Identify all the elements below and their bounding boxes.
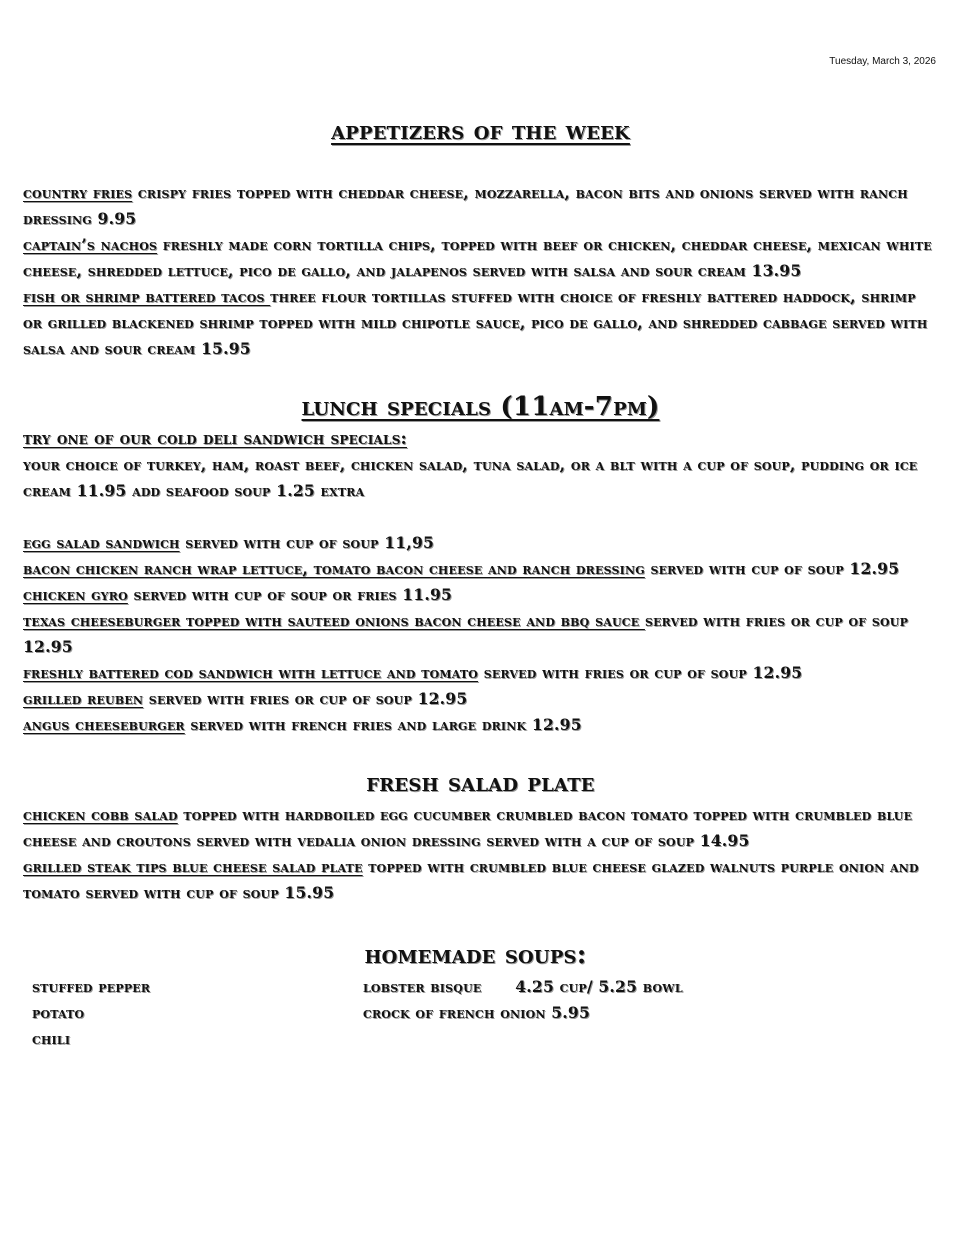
item-name: chicken cobb salad <box>23 805 178 824</box>
lunch-item <box>23 712 938 738</box>
salad-title: fresh salad plate <box>366 768 595 798</box>
menu-body <box>23 112 938 1052</box>
soup-item: potato <box>32 1003 85 1022</box>
item-desc: served with cup of soup 11,95 <box>179 533 435 552</box>
item-desc: topped with hardboiled egg cucumber crumbled bacon tomato topped with crumbled blue cheese and croutons served with vedalia onion dressing served with a cup of soup 14.95 <box>23 805 913 850</box>
item-desc: served with fries or cup of soup 12.95 <box>143 689 468 708</box>
item-desc: served with french fries and large drink 12.95 <box>184 715 582 734</box>
item-name: grilled steak tips blue cheese salad plate <box>23 857 363 876</box>
item-desc: freshly made corn tortilla chips, topped with beef or chicken, cheddar cheese, mexican white cheese, shredded lettuce, pico de gallo, and jalapenos served with salsa and sour cream 13.95 <box>23 235 932 280</box>
item-name: angus cheeseburger <box>23 715 185 734</box>
salad-item <box>23 802 938 854</box>
soups-column-1 <box>32 974 150 1052</box>
item-name: bacon chicken ranch wrap lettuce, tomato bacon cheese and ranch dressing <box>23 559 645 578</box>
deli-text: your choice of turkey, ham, roast beef, chicken salad, tuna salad, or a blt with a cup of soup, pudding or ice cream 11.95 add seafood soup 1.25 extra <box>23 455 918 500</box>
item-desc: served with cup of soup or fries 11.95 <box>127 585 453 604</box>
appetizer-item <box>23 232 938 284</box>
item-name: grilled reuben <box>23 689 144 708</box>
lunch-item <box>23 608 938 660</box>
soups-list <box>23 974 938 1052</box>
deli-heading: try one of our cold deli sandwich specials: <box>23 429 408 449</box>
item-desc: topped with crumbled blue cheese glazed walnuts purple onion and tomato served with cup of soup 15.95 <box>23 857 919 902</box>
item-name: country fries <box>23 183 133 202</box>
soup-item: chili <box>32 1029 71 1048</box>
menu-date: Tuesday, March 3, 2026 <box>829 56 936 67</box>
appetizer-item <box>23 180 938 232</box>
lunch-item <box>23 530 938 556</box>
lunch-item <box>23 660 938 686</box>
lunch-title: lunch specials (11am-7pm) <box>301 392 660 422</box>
item-name: freshly battered cod sandwich with lettuce and tomato <box>23 663 479 682</box>
salad-item <box>23 854 938 906</box>
soup-item: crock of french onion 5.95 <box>363 1003 591 1022</box>
lunch-item <box>23 556 938 582</box>
item-name: fish or shrimp battered tacos <box>23 287 271 306</box>
soup-item: lobster bisque 4.25 cup/ 5.25 bowl <box>363 977 683 996</box>
item-name: captain’s nachos <box>23 235 158 254</box>
item-desc: served with cup of soup 12.95 <box>644 559 900 578</box>
item-name: egg salad sandwich <box>23 533 180 552</box>
soups-title: homemade soups: <box>364 940 587 970</box>
appetizers-title: appetizers of the week <box>331 116 630 146</box>
appetizer-item <box>23 284 938 362</box>
item-desc: served with fries or cup of soup 12.95 <box>478 663 803 682</box>
soups-column-2 <box>363 974 683 1026</box>
lunch-item <box>23 686 938 712</box>
item-desc: served with fries or cup of soup 12.95 <box>23 611 909 656</box>
item-name: chicken gyro <box>23 585 128 604</box>
item-name: texas cheeseburger topped with sauteed onions bacon cheese and bbq sauce <box>23 611 645 630</box>
lunch-item <box>23 582 938 608</box>
soup-item: stuffed pepper <box>32 977 151 996</box>
item-desc: crispy fries topped with cheddar cheese, mozzarella, bacon bits and onions served with ranch dressing 9.95 <box>23 183 908 228</box>
item-desc: three flour tortillas stuffed with choice of freshly battered haddock, shrimp or grilled blackened shrimp topped with mild chipotle sauce, pico de gallo, and shredded cabbage served with salsa and sour cream 15.95 <box>23 287 928 358</box>
